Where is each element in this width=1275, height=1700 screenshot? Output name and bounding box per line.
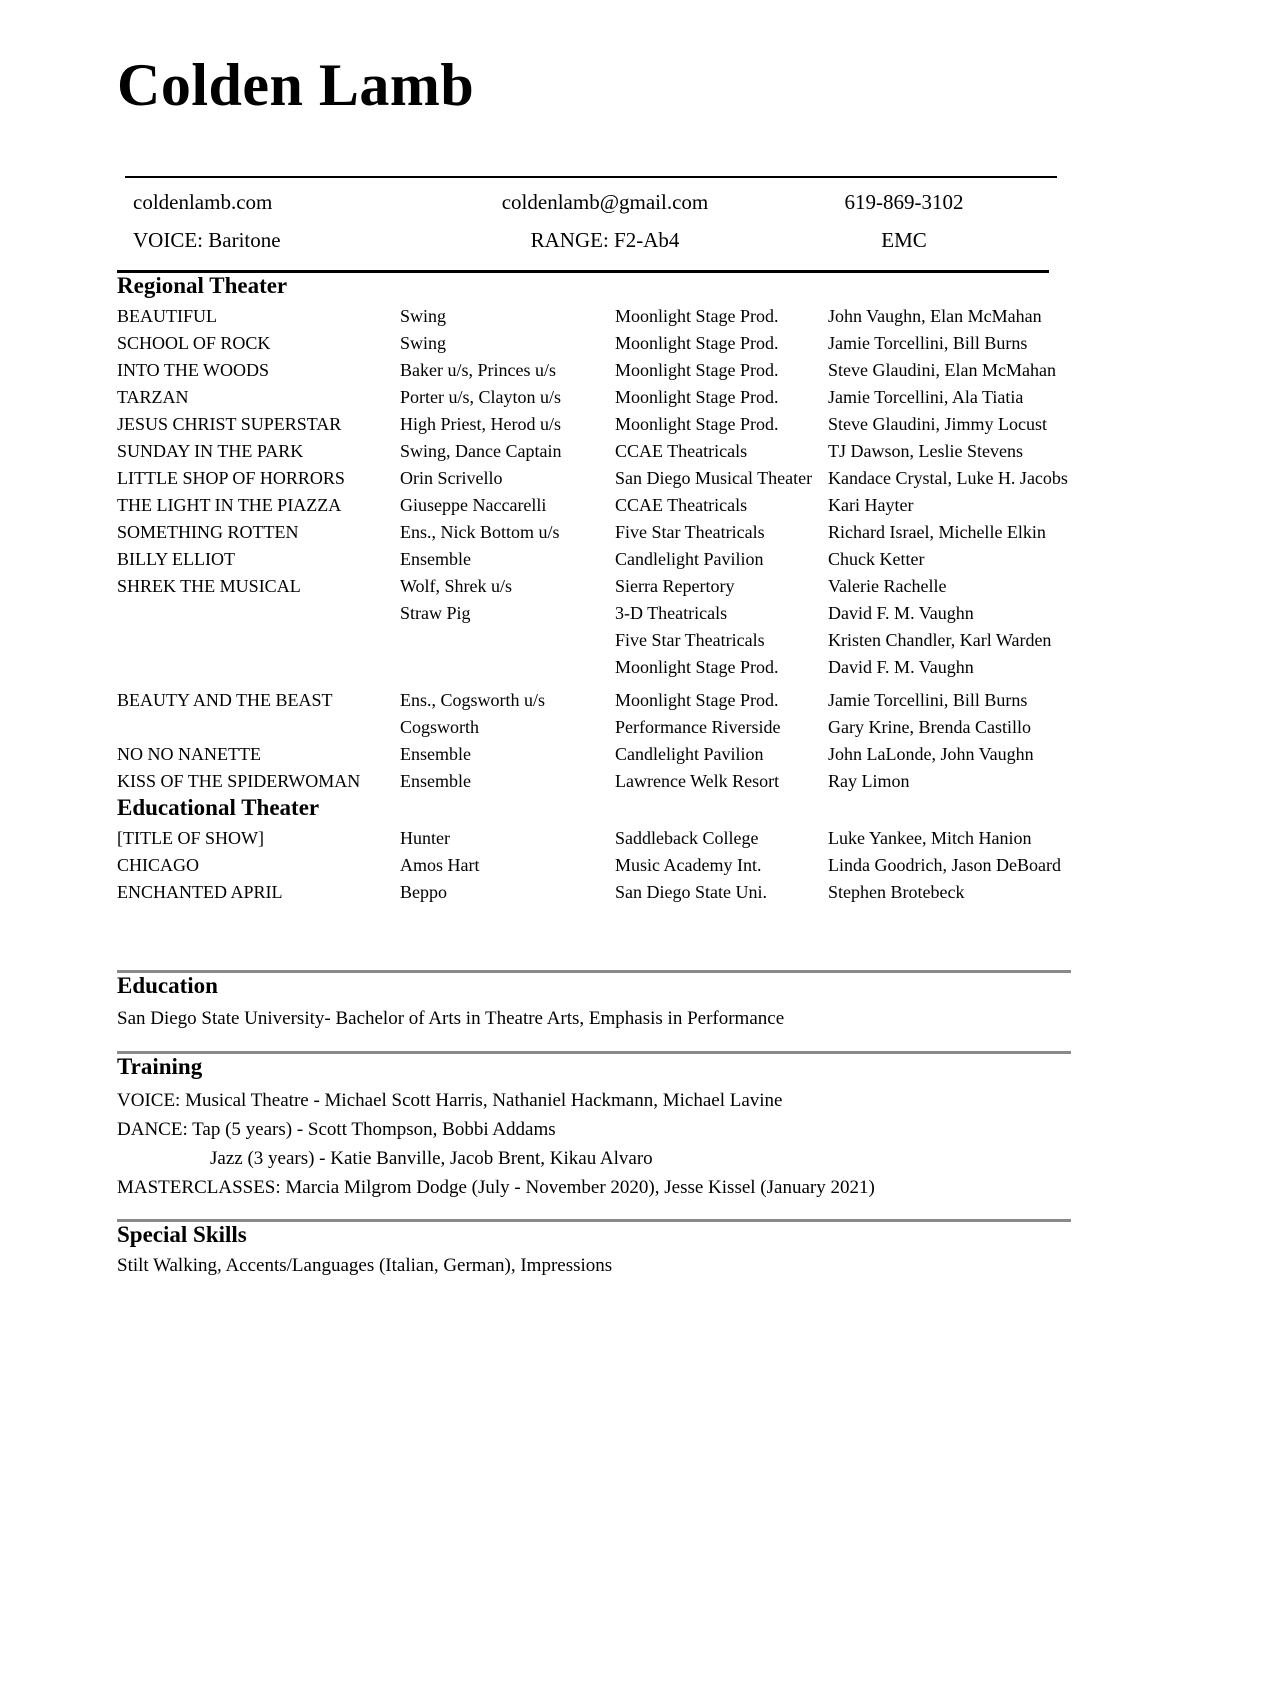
cell-show (117, 654, 400, 681)
cell-role: Ensemble (400, 744, 471, 764)
cell-show: ENCHANTED APRIL (117, 882, 283, 902)
cell-show: NO NO NANETTE (117, 744, 261, 764)
cell-company: Five Star Theatricals (615, 630, 765, 650)
cell-company: San Diego State Uni. (615, 882, 767, 902)
cell-company: Moonlight Stage Prod. (615, 690, 779, 710)
cell-role: Baker u/s, Princes u/s (400, 360, 556, 380)
cell-show: SUNDAY IN THE PARK (117, 441, 304, 461)
credit-row (117, 654, 1071, 681)
credit-row (117, 714, 1071, 741)
cell-director: Richard Israel, Michelle Elkin (828, 522, 1046, 542)
educational-credits-table (117, 825, 1071, 906)
contact-block (117, 190, 1071, 252)
cell-director: Jamie Torcellini, Bill Burns (828, 690, 1028, 710)
cell-director: Ray Limon (828, 771, 910, 791)
cell-director: Kristen Chandler, Karl Warden (828, 630, 1052, 650)
credit-row (117, 600, 1071, 627)
cell-company: Performance Riverside (615, 717, 781, 737)
cell-role: Ensemble (400, 549, 471, 569)
education-text: San Diego State University- Bachelor of Arts in Theatre Arts, Emphasis in Performance (117, 1008, 785, 1029)
cell-company: Moonlight Stage Prod. (615, 306, 779, 326)
cell-company: Music Academy Int. (615, 855, 762, 875)
name-title: Colden Lamb (117, 52, 475, 118)
cell-director: Luke Yankee, Mitch Hanion (828, 828, 1032, 848)
credit-row (117, 519, 1071, 546)
cell-show: TARZAN (117, 387, 189, 407)
cell-show: LITTLE SHOP OF HORRORS (117, 468, 345, 488)
cell-show: [TITLE OF SHOW] (117, 828, 264, 848)
cell-show (117, 627, 400, 654)
credit-row (117, 465, 1071, 492)
cell-show: JESUS CHRIST SUPERSTAR (117, 414, 342, 434)
cell-role: Ensemble (400, 771, 471, 791)
contact-row-2 (117, 228, 1071, 252)
cell-company: Moonlight Stage Prod. (615, 414, 779, 434)
cell-show: CHICAGO (117, 855, 200, 875)
cell-director: Kandace Crystal, Luke H. Jacobs (828, 468, 1068, 488)
cell-director: Valerie Rachelle (828, 576, 947, 596)
training-line-masterclasses: MASTERCLASSES: Marcia Milgrom Dodge (July - November 2020), Jesse Kissel (January 2021) (117, 1177, 875, 1198)
training-list (117, 1086, 1071, 1202)
cell-role: High Priest, Herod u/s (400, 414, 561, 434)
cell-show: SHREK THE MUSICAL (117, 576, 301, 596)
cell-show: BEAUTY AND THE BEAST (117, 690, 333, 710)
cell-company: Moonlight Stage Prod. (615, 657, 779, 677)
contact-phone: 619-869-3102 (844, 190, 964, 214)
credit-row (117, 825, 1071, 852)
credit-row (117, 687, 1071, 714)
credit-row (117, 741, 1071, 768)
contact-voice: VOICE: Baritone (133, 228, 281, 252)
cell-role: Wolf, Shrek u/s (400, 576, 513, 596)
cell-role (400, 627, 615, 654)
cell-role: Amos Hart (400, 855, 480, 875)
credit-row (117, 852, 1071, 879)
cell-role: Giuseppe Naccarelli (400, 495, 547, 515)
cell-role: Hunter (400, 828, 450, 848)
contact-row-1 (117, 190, 1071, 214)
section-title-educational: Educational Theater (117, 795, 320, 820)
cell-show (117, 600, 400, 627)
cell-director: Jamie Torcellini, Bill Burns (828, 333, 1028, 353)
cell-role: Ens., Nick Bottom u/s (400, 522, 560, 542)
cell-director: John LaLonde, John Vaughn (828, 744, 1034, 764)
cell-show: BEAUTIFUL (117, 306, 217, 326)
credit-row (117, 330, 1071, 357)
credit-row (117, 384, 1071, 411)
cell-show: BILLY ELLIOT (117, 549, 235, 569)
training-line-dance: DANCE: Tap (5 years) - Scott Thompson, Bobbi Addams (117, 1119, 556, 1140)
cell-show: THE LIGHT IN THE PIAZZA (117, 495, 342, 515)
credit-row (117, 879, 1071, 906)
cell-company: CCAE Theatricals (615, 441, 748, 461)
credit-row (117, 411, 1071, 438)
cell-show (117, 714, 400, 741)
cell-director: Steve Glaudini, Elan McMahan (828, 360, 1056, 380)
contact-union: EMC (881, 228, 927, 252)
section-title-training: Training (117, 1054, 203, 1079)
cell-role: Beppo (400, 882, 447, 902)
cell-company: Moonlight Stage Prod. (615, 360, 779, 380)
cell-company: Saddleback College (615, 828, 759, 848)
cell-role: Cogsworth (400, 717, 480, 737)
contact-email: coldenlamb@gmail.com (501, 190, 709, 214)
credit-row (117, 768, 1071, 795)
regional-credits-table (117, 303, 1071, 795)
training-line-voice: VOICE: Musical Theatre - Michael Scott Harris, Nathaniel Hackmann, Michael Lavine (117, 1090, 783, 1111)
cell-company: San Diego Musical Theater (615, 468, 813, 488)
cell-company: Sierra Repertory (615, 576, 735, 596)
training-line-jazz: Jazz (3 years) - Katie Banville, Jacob Brent, Kikau Alvaro (210, 1148, 653, 1169)
cell-role: Porter u/s, Clayton u/s (400, 387, 561, 407)
cell-role: Orin Scrivello (400, 468, 503, 488)
credit-row (117, 303, 1071, 330)
cell-director: John Vaughn, Elan McMahan (828, 306, 1042, 326)
header-divider (125, 176, 1057, 178)
cell-director: Gary Krine, Brenda Castillo (828, 717, 1031, 737)
cell-director: David F. M. Vaughn (828, 657, 974, 677)
section-title-special-skills: Special Skills (117, 1222, 247, 1247)
cell-director: Linda Goodrich, Jason DeBoard (828, 855, 1061, 875)
section-title-education: Education (117, 973, 218, 998)
cell-role: Swing (400, 333, 447, 353)
cell-company: Candlelight Pavilion (615, 549, 764, 569)
cell-director: David F. M. Vaughn (828, 603, 974, 623)
credit-row (117, 357, 1071, 384)
cell-director: Kari Hayter (828, 495, 914, 515)
cell-role (400, 654, 615, 681)
credit-row (117, 546, 1071, 573)
cell-show: SCHOOL OF ROCK (117, 333, 271, 353)
cell-show: KISS OF THE SPIDERWOMAN (117, 771, 361, 791)
cell-role: Straw Pig (400, 603, 471, 623)
cell-show: SOMETHING ROTTEN (117, 522, 299, 542)
credit-row (117, 492, 1071, 519)
resume-page (0, 50, 1275, 1278)
cell-director: Chuck Ketter (828, 549, 925, 569)
credit-row (117, 627, 1071, 654)
credit-row (117, 438, 1071, 465)
cell-role: Ens., Cogsworth u/s (400, 690, 546, 710)
special-skills-text: Stilt Walking, Accents/Languages (Italian, German), Impressions (117, 1255, 613, 1276)
cell-company: CCAE Theatricals (615, 495, 748, 515)
cell-director: Steve Glaudini, Jimmy Locust (828, 414, 1047, 434)
contact-website: coldenlamb.com (133, 190, 273, 214)
cell-role: Swing, Dance Captain (400, 441, 562, 461)
cell-company: Lawrence Welk Resort (615, 771, 780, 791)
cell-director: Jamie Torcellini, Ala Tiatia (828, 387, 1024, 407)
cell-company: Five Star Theatricals (615, 522, 765, 542)
cell-role: Swing (400, 306, 447, 326)
cell-company: Moonlight Stage Prod. (615, 333, 779, 353)
cell-company: Candlelight Pavilion (615, 744, 764, 764)
section-title-regional: Regional Theater (117, 273, 288, 298)
cell-company: Moonlight Stage Prod. (615, 387, 779, 407)
cell-show: INTO THE WOODS (117, 360, 269, 380)
cell-director: Stephen Brotebeck (828, 882, 965, 902)
cell-director: TJ Dawson, Leslie Stevens (828, 441, 1023, 461)
credit-row (117, 573, 1071, 600)
contact-range: RANGE: F2-Ab4 (530, 228, 680, 252)
cell-company: 3-D Theatricals (615, 603, 728, 623)
